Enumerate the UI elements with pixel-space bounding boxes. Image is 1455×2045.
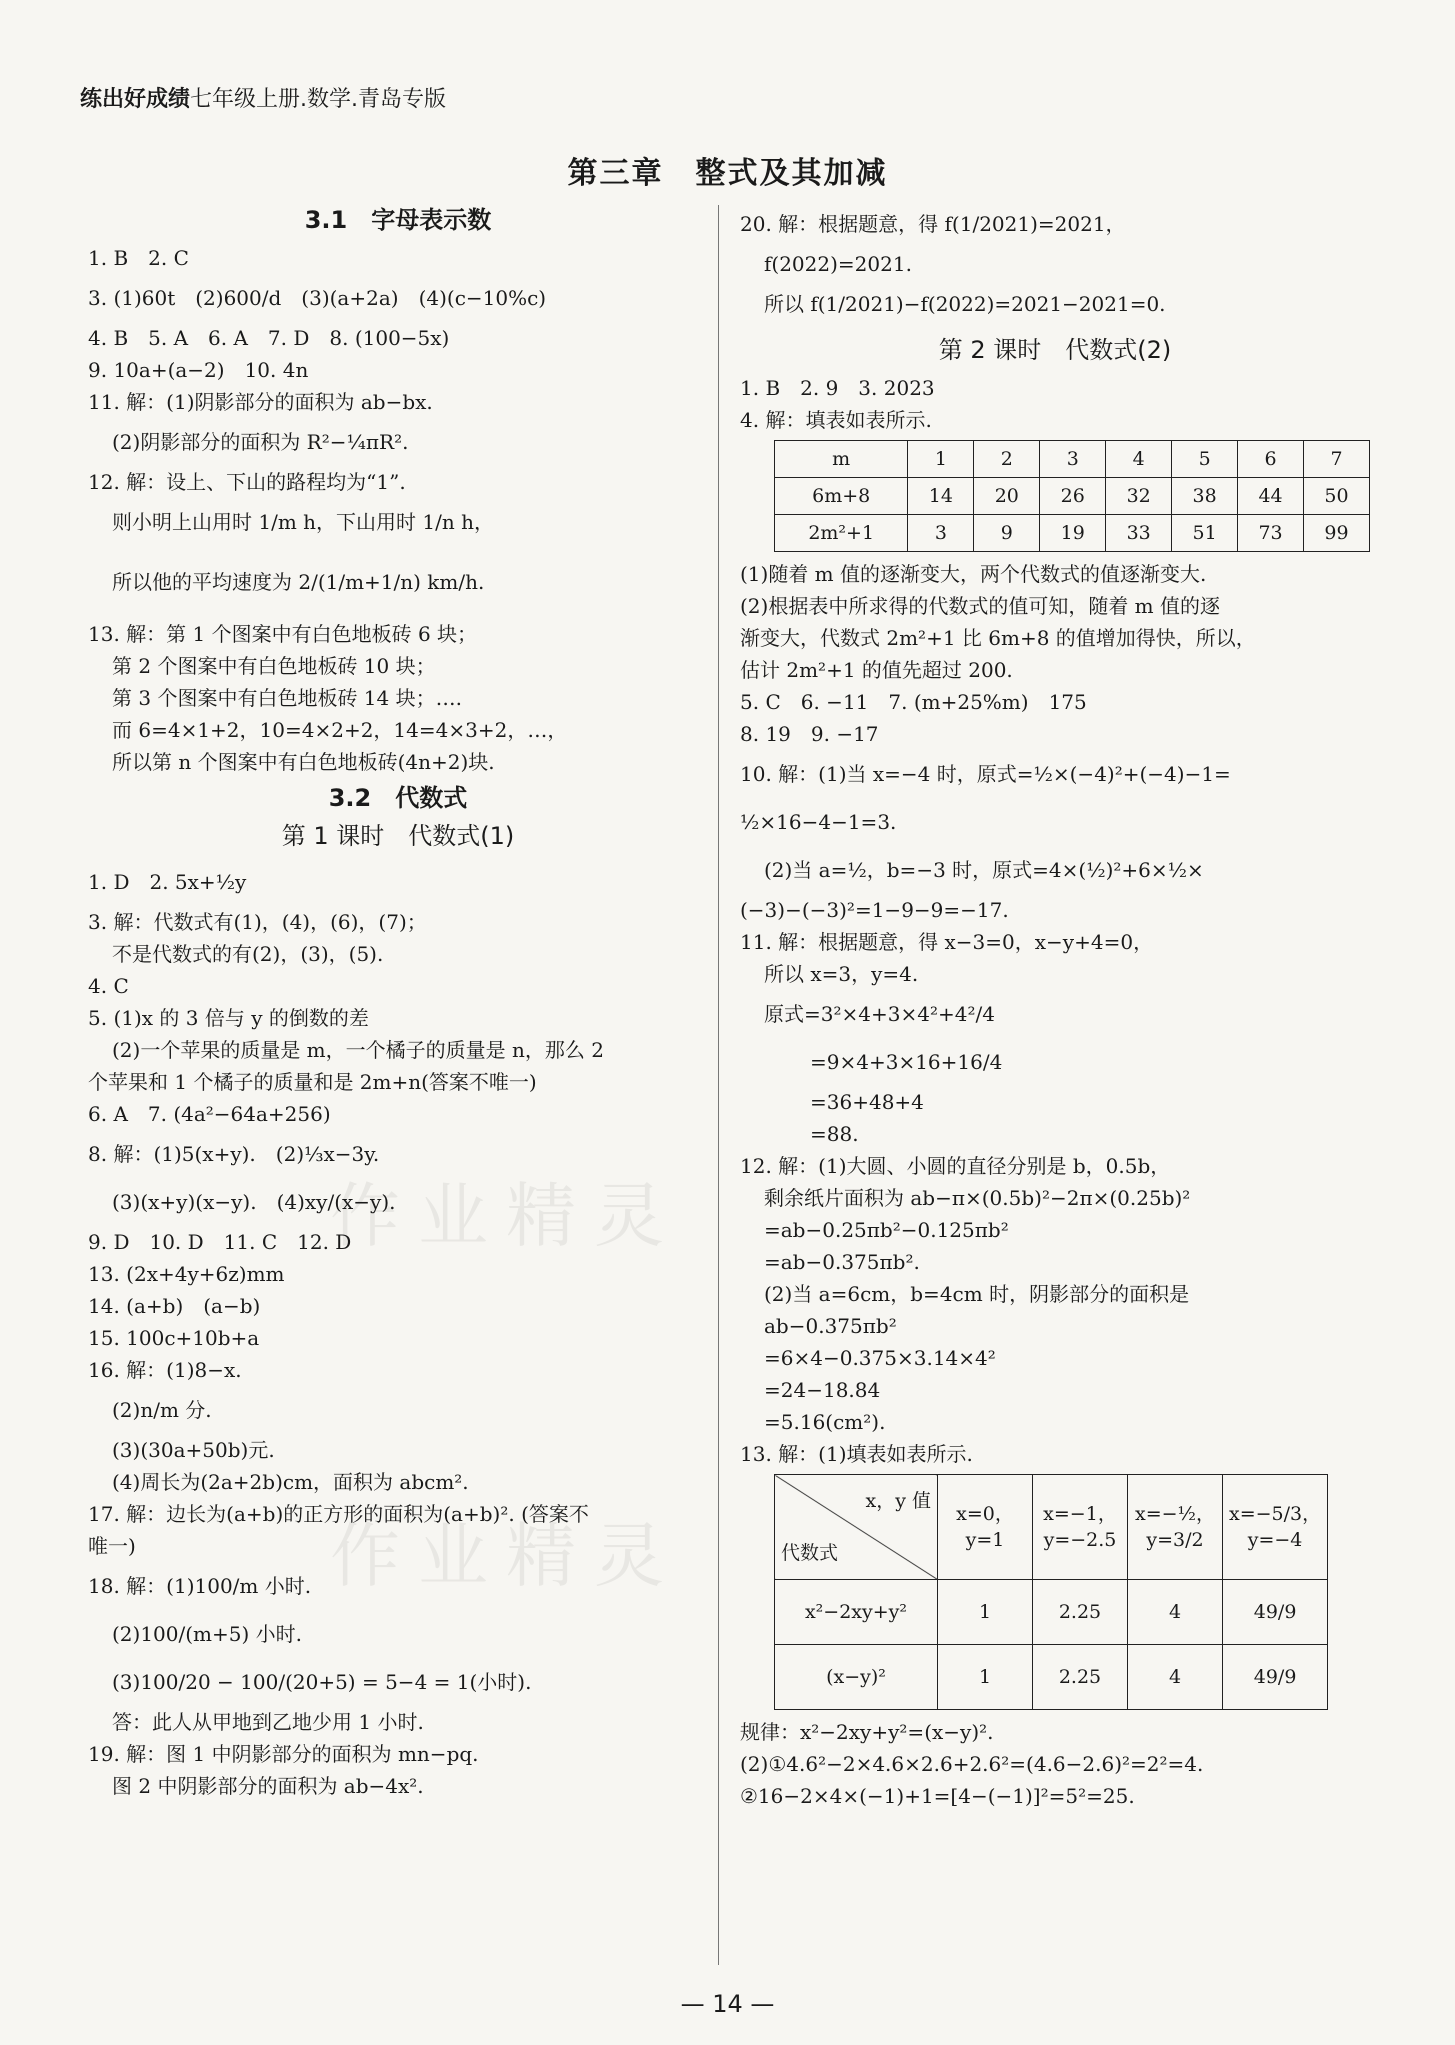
watermark-text: 作业精灵 — [330, 1175, 682, 1257]
table-row — [775, 515, 1370, 552]
table-cell: 1 — [908, 441, 974, 478]
table-cell: 99 — [1304, 515, 1370, 552]
answer-line: 唯一) — [88, 1534, 136, 1558]
table-cell: 51 — [1172, 515, 1238, 552]
answer-line: (2)当 a=6cm，b=4cm 时，阴影部分的面积是 — [764, 1282, 1190, 1306]
table-cell: 19 — [1040, 515, 1106, 552]
table-cell: 73 — [1238, 515, 1304, 552]
table-cell: 3 — [908, 515, 974, 552]
answer-line: 8. 19 9. −17 — [740, 722, 879, 746]
table-cell: 2 — [974, 441, 1040, 478]
left-column — [88, 200, 708, 1802]
table-corner — [775, 1475, 938, 1580]
answer-line: 13. (2x+4y+6z)mm — [88, 1262, 285, 1286]
table-row — [775, 478, 1370, 515]
table-cell: 2.25 — [1033, 1580, 1128, 1645]
answer-line: 16. 解：(1)8−x. — [88, 1358, 242, 1382]
table-cell: 9 — [974, 515, 1040, 552]
chapter-title: 第三章 整式及其加减 — [567, 156, 888, 191]
table-cell: 49/9 — [1223, 1645, 1328, 1710]
answer-line: 9. D 10. D 11. C 12. D — [88, 1230, 352, 1254]
answer-line: =24−18.84 — [764, 1378, 881, 1402]
answer-line: 不是代数式的有(2)，(3)，(5). — [112, 942, 384, 966]
answer-line: 原式=3²×4+3×4²+4²/4 — [764, 1002, 995, 1026]
answer-line: 12. 解：设上、下山的路程均为“1”. — [88, 470, 406, 494]
answer-line: 4. B 5. A 6. A 7. D 8. (100−5x) — [88, 326, 450, 350]
answer-line: =36+48+4 — [810, 1090, 924, 1114]
answer-line: =ab−0.25πb²−0.125πb² — [764, 1218, 1009, 1242]
answer-line: 图 2 中阴影部分的面积为 ab−4x². — [112, 1774, 424, 1798]
corner-top: x，y 值 — [865, 1490, 931, 1512]
answer-line: 11. 解：根据题意，得 x−3=0，x−y+4=0， — [740, 930, 1154, 954]
table-cell: 38 — [1172, 478, 1238, 515]
table-cell: 20 — [974, 478, 1040, 515]
answer-line: 11. 解：(1)阴影部分的面积为 ab−bx. — [88, 390, 433, 414]
answer-line: (2)①4.6²−2×4.6×2.6+2.6²=(4.6−2.6)²=2²=4. — [740, 1752, 1204, 1776]
answer-line: (−3)−(−3)²=1−9−9=−17. — [740, 898, 1009, 922]
table-cell: x=−5/3，y=−4 — [1223, 1475, 1328, 1580]
answer-line: 而 6=4×1+2，10=4×2+2，14=4×3+2，…， — [112, 718, 568, 742]
section-title: 3.1 字母表示数 — [304, 206, 492, 234]
section-title: 3.2 代数式 — [328, 784, 468, 812]
table-cell: 2m²+1 — [775, 515, 908, 552]
answer-line: ½×16−4−1=3. — [740, 810, 897, 834]
answer-line: 剩余纸片面积为 ab−π×(0.5b)²−2π×(0.25b)² — [764, 1186, 1191, 1210]
answer-line: 14. (a+b) (a−b) — [88, 1294, 261, 1318]
answer-line: 所以 f(1/2021)−f(2022)=2021−2021=0. — [764, 292, 1166, 316]
table-cell: 7 — [1304, 441, 1370, 478]
answer-line: 则小明上山用时 1/m h，下山用时 1/n h， — [112, 510, 494, 534]
answer-line: 4. 解：填表如表所示. — [740, 408, 932, 432]
answer-line: 1. B 2. C — [88, 246, 189, 270]
table-row — [775, 1645, 1328, 1710]
answer-line: 10. 解：(1)当 x=−4 时，原式=½×(−4)²+(−4)−1= — [740, 762, 1231, 786]
answer-line: f(2022)=2021. — [764, 252, 912, 276]
answer-line: 第 2 个图案中有白色地板砖 10 块； — [112, 654, 436, 678]
pattern-table — [774, 1474, 1328, 1710]
answer-line: (2)一个苹果的质量是 m，一个橘子的质量是 n，那么 2 — [112, 1038, 604, 1062]
answer-line: 第 3 个图案中有白色地板砖 14 块；…. — [112, 686, 462, 710]
table-cell: 49/9 — [1223, 1580, 1328, 1645]
answer-line: 所以第 n 个图案中有白色地板砖(4n+2)块. — [112, 750, 495, 774]
table-cell: x²−2xy+y² — [775, 1580, 938, 1645]
answer-line: 4. C — [88, 974, 129, 998]
answer-line: 1. D 2. 5x+½y — [88, 870, 247, 894]
answer-line: (3)(30a+50b)元. — [112, 1438, 275, 1462]
answer-line: 规律：x²−2xy+y²=(x−y)². — [740, 1720, 994, 1744]
answer-line: =ab−0.375πb². — [764, 1250, 920, 1274]
table-cell: x=−1，y=−2.5 — [1033, 1475, 1128, 1580]
answer-line: 17. 解：边长为(a+b)的正方形的面积为(a+b)². (答案不 — [88, 1502, 589, 1526]
corner-bottom: 代数式 — [781, 1542, 839, 1564]
answer-line: 估计 2m²+1 的值先超过 200. — [740, 658, 1013, 682]
answer-line: 20. 解：根据题意，得 f(1/2021)=2021， — [740, 212, 1126, 236]
answer-line: 个苹果和 1 个橘子的质量和是 2m+n(答案不唯一) — [88, 1070, 537, 1094]
table-cell: 3 — [1040, 441, 1106, 478]
answer-line: 1. B 2. 9 3. 2023 — [740, 376, 935, 400]
answer-line: =9×4+3×16+16/4 — [810, 1050, 1003, 1074]
table-cell: 4 — [1106, 441, 1172, 478]
table-cell: 50 — [1304, 478, 1370, 515]
table-cell: x=0，y=1 — [938, 1475, 1033, 1580]
answer-line: 所以 x=3，y=4. — [764, 962, 919, 986]
answer-line: 5. (1)x 的 3 倍与 y 的倒数的差 — [88, 1006, 369, 1030]
answer-line: 12. 解：(1)大圆、小圆的直径分别是 b，0.5b， — [740, 1154, 1171, 1178]
answer-line: 3. 解：代数式有(1)，(4)，(6)，(7)； — [88, 910, 427, 934]
table-row — [775, 441, 1370, 478]
table-cell: 6m+8 — [775, 478, 908, 515]
table-cell: 2.25 — [1033, 1645, 1128, 1710]
table-cell: 32 — [1106, 478, 1172, 515]
value-table — [774, 440, 1370, 552]
table-cell: 33 — [1106, 515, 1172, 552]
answer-line: (1)随着 m 值的逐渐变大，两个代数式的值逐渐变大. — [740, 562, 1207, 586]
answer-line: 3. (1)60t (2)600/d (3)(a+2a) (4)(c−10%c) — [88, 286, 547, 310]
answer-line: 13. 解：(1)填表如表所示. — [740, 1442, 973, 1466]
answer-line: =5.16(cm²). — [764, 1410, 886, 1434]
column-divider — [718, 205, 719, 1965]
table-cell: 26 — [1040, 478, 1106, 515]
right-column — [740, 200, 1370, 1812]
answer-line: (2)阴影部分的面积为 R²−¼πR². — [112, 430, 409, 454]
answer-line: (2)100/(m+5) 小时. — [112, 1622, 303, 1646]
answer-line: 所以他的平均速度为 2/(1/m+1/n) km/h. — [112, 570, 485, 594]
table-cell: 4 — [1128, 1645, 1223, 1710]
answer-line: (2)n/m 分. — [112, 1398, 212, 1422]
answer-line: 19. 解：图 1 中阴影部分的面积为 mn−pq. — [88, 1742, 479, 1766]
table-cell: 1 — [938, 1645, 1033, 1710]
answer-line: 6. A 7. (4a²−64a+256) — [88, 1102, 331, 1126]
answer-line: (2)当 a=½，b=−3 时，原式=4×(½)²+6×½× — [764, 858, 1204, 882]
answer-line: ②16−2×4×(−1)+1=[4−(−1)]²=5²=25. — [740, 1784, 1135, 1808]
table-cell: 4 — [1128, 1580, 1223, 1645]
answer-line: =88. — [810, 1122, 859, 1146]
table-cell: 14 — [908, 478, 974, 515]
table-row — [775, 1580, 1328, 1645]
answer-line: ab−0.375πb² — [764, 1314, 897, 1338]
series-name: 练出好成绩 — [80, 87, 191, 112]
answer-line: (4)周长为(2a+2b)cm，面积为 abcm². — [112, 1470, 469, 1494]
answer-line: (2)根据表中所求得的代数式的值可知，随着 m 值的逐 — [740, 594, 1221, 618]
lesson-title: 第 2 课时 代数式(2) — [938, 336, 1172, 364]
table-cell: x=−½，y=3/2 — [1128, 1475, 1223, 1580]
table-cell: 6 — [1238, 441, 1304, 478]
table-cell: 44 — [1238, 478, 1304, 515]
watermark-text: 作业精灵 — [330, 1515, 682, 1597]
answer-line: 9. 10a+(a−2) 10. 4n — [88, 358, 309, 382]
table-cell: m — [775, 441, 908, 478]
answer-line: 渐变大，代数式 2m²+1 比 6m+8 的值增加得快，所以， — [740, 626, 1256, 650]
answer-line: (3)100/20 − 100/(20+5) = 5−4 = 1(小时). — [112, 1670, 532, 1694]
table-cell: 5 — [1172, 441, 1238, 478]
answer-line: 18. 解：(1)100/m 小时. — [88, 1574, 312, 1598]
answer-line: 5. C 6. −11 7. (m+25%m) 175 — [740, 690, 1087, 714]
answer-line: 答：此人从甲地到乙地少用 1 小时. — [112, 1710, 424, 1734]
table-cell: 1 — [938, 1580, 1033, 1645]
answer-line: =6×4−0.375×3.14×4² — [764, 1346, 996, 1370]
book-subtitle: 七年级上册.数学.青岛专版 — [190, 87, 447, 112]
lesson-title: 第 1 课时 代数式(1) — [281, 822, 515, 850]
answer-line: 15. 100c+10b+a — [88, 1326, 260, 1350]
answer-line: 13. 解：第 1 个图案中有白色地板砖 6 块； — [88, 622, 478, 646]
book-header — [80, 82, 446, 113]
page-number: — 14 — — [680, 1990, 775, 2018]
answer-line: (3)(x+y)(x−y). (4)xy/(x−y). — [112, 1190, 396, 1214]
table-row — [775, 1475, 1328, 1580]
answer-line: 8. 解：(1)5(x+y). (2)⅓x−3y. — [88, 1142, 380, 1166]
table-cell: (x−y)² — [775, 1645, 938, 1710]
